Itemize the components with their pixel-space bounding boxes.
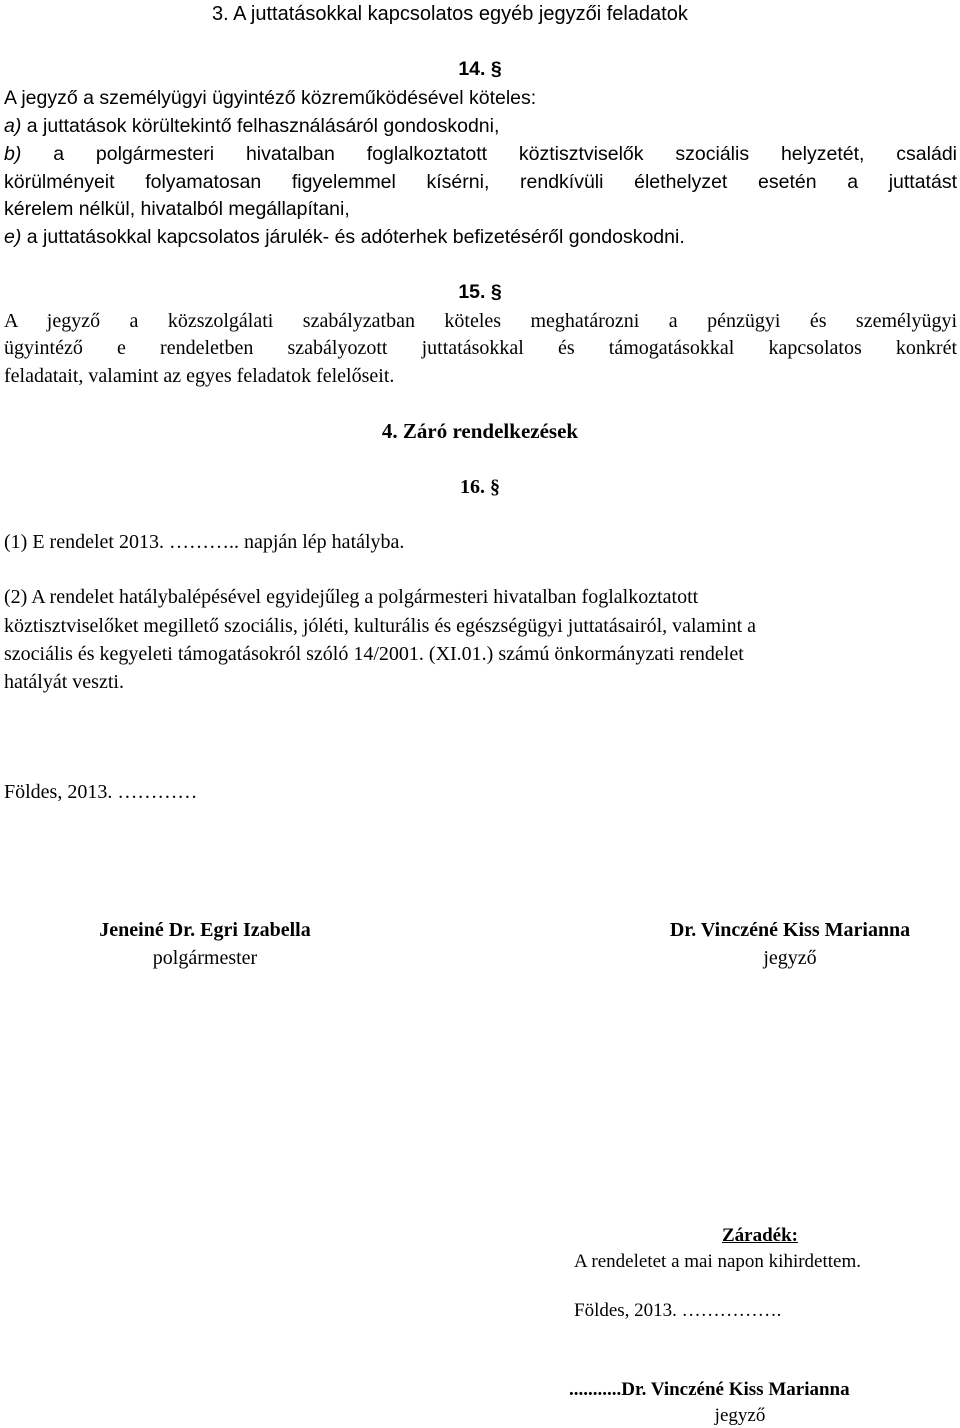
paragraph-15-number: 15. § — [458, 281, 502, 303]
section-3-heading: 3. A juttatásokkal kapcsolatos egyéb jegyzői feladatok — [212, 3, 688, 25]
paragraph-14-item-a — [4, 117, 499, 137]
item-a-label: a) — [4, 115, 22, 137]
paragraph-16-number: 16. § — [460, 476, 500, 498]
section-4-heading: 4. Záró rendelkezések — [381, 419, 579, 443]
paragraph-14-item-b-line3: kérelem nélkül, hivatalból megállapítani, — [4, 198, 350, 220]
paragraph-16-item-2-line1: (2) A rendelet hatálybalépésével egyidejűleg a polgármesteri hivatalban foglalkoztatott — [4, 586, 699, 608]
signature-left-title: polgármester — [152, 947, 258, 969]
signature-right-title: jegyző — [763, 947, 817, 969]
signature-right-name: Dr. Vinczéné Kiss Marianna — [669, 919, 911, 941]
paragraph-16-item-2-line2: köztisztviselőket megillető szociális, jóléti, kulturális és egészségügyi juttatásairól, valamint a — [4, 615, 757, 637]
paragraph-15-line1: A jegyző a közszolgálati szabályzatban köteles meghatározni a pénzügyi és személyügyi — [4, 310, 957, 332]
paragraph-14-item-e — [4, 228, 685, 248]
paragraph-16-item-2-line4: hatályát veszti. — [4, 671, 124, 693]
paragraph-15-line2: ügyintéző e rendeletben szabályozott juttatásokkal és támogatásokkal kapcsolatos konkrét — [4, 337, 957, 359]
paragraph-16-item-1: (1) E rendelet 2013. ……….. napján lép hatályba. — [4, 531, 405, 553]
paragraph-14-item-b-line2: körülményeit folyamatosan figyelemmel kísérni, rendkívüli élethelyzet esetén a juttatást — [4, 171, 957, 193]
clause-heading: Záradék: — [722, 1225, 798, 1246]
clause-place-date: Földes, 2013. ……………. — [574, 1300, 782, 1321]
item-a-text: a juttatások körültekintő felhasználásáról gondoskodni, — [21, 115, 500, 137]
clause-text: A rendeletet a mai napon kihirdettem. — [574, 1251, 862, 1272]
place-date: Földes, 2013. ………… — [4, 781, 198, 803]
item-e-label: e) — [4, 226, 22, 248]
clause-signer-name: ...........Dr. Vinczéné Kiss Marianna — [569, 1379, 850, 1400]
clause-signer-title: jegyző — [714, 1405, 766, 1426]
paragraph-15-line3: feladatait, valamint az egyes feladatok felelőseit. — [4, 365, 395, 387]
paragraph-16-item-2-line3: szociális és kegyeleti támogatásokról szóló 14/2001. (XI.01.) számú önkormányzati rendelet — [4, 643, 744, 665]
paragraph-14-intro: A jegyző a személyügyi ügyintéző közreműködésével köteles: — [4, 87, 537, 109]
item-e-text: a juttatásokkal kapcsolatos járulék- és adóterhek befizetéséről gondoskodni. — [21, 226, 685, 248]
paragraph-14-number: 14. § — [458, 58, 502, 80]
paragraph-14-item-b-line1 — [4, 145, 957, 165]
signature-left-name: Jeneiné Dr. Egri Izabella — [99, 919, 311, 941]
item-b-label: b) — [4, 143, 22, 165]
item-b-text-1: a polgármesteri hivatalban foglalkoztatott köztisztviselők szociális helyzetét, családi — [21, 143, 957, 165]
